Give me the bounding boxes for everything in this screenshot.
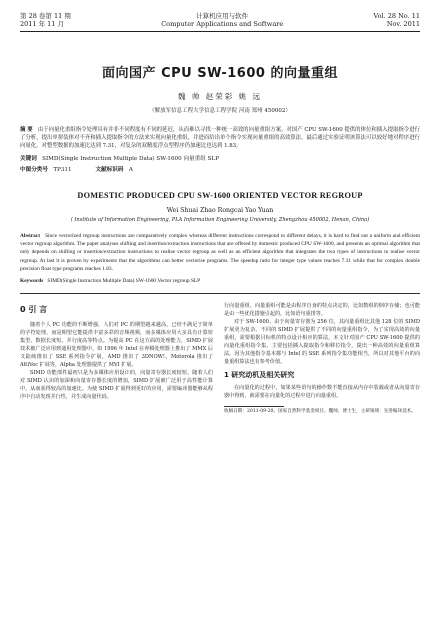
class-number-label: 中图分类号	[20, 166, 48, 173]
keywords-en	[20, 278, 420, 284]
keywords-cn-label: 关键词	[20, 155, 37, 162]
running-header	[20, 12, 420, 28]
intro-paragraph: SIMD 功能部件最初只是为多媒体应用设计的，向量寄存器长度较短。随着人们对 SIMD 认识的加深和向量寄存器长度的增加，SIMD 扩展被广泛用于高性能计算中，从而获得较高的加速比。为使 SIMD 扩展得到更好的应用，需要编译器能够从程序中自动发现并行性，并生成向量代码。	[20, 370, 213, 401]
section-1-paragraph: 在向量化的过程中，如果某些语句的操作数不能直接从内存中装载或者从向量寄存器中得到，就需要在向量化的过程中进行向量重组。	[224, 385, 420, 400]
journal-name-cn: 计算机应用与软件	[196, 12, 249, 20]
left-column	[20, 302, 213, 416]
keywords-cn	[20, 154, 420, 162]
doc-code	[96, 165, 133, 173]
paper-title-en: DOMESTIC PRODUCED CPU SW-1600 ORIENTED VECTOR REGROUP	[77, 190, 363, 200]
body-divider	[20, 293, 420, 294]
footnote-divider	[224, 406, 284, 407]
footnote: 收稿日期：2011-09-20。国家自然科学基金项目。魏帅，博士生，主研领域：先进编译技术。	[224, 409, 416, 415]
body-columns	[20, 302, 420, 416]
header-right	[374, 12, 420, 28]
keywords-cn-text: SIMD(Single Instruction Multiple Data) SW-1600 向量重组 SLP	[42, 155, 219, 162]
header-volume-en: Vol. 28 No. 11	[373, 12, 420, 20]
intro-paragraph: 随着个人 PC 功能的不断增强，人们对 PC 的期望越来越高，已经不满足于简单的字符处理，而是期望它能提供丰富多彩的音频视频，而多媒体应用大多具有计算密集型、数据长度短、并行度高等特点。为提高 PC 在这方面的处理能力，SIMD 扩展技术被广泛应用到通用处理器中。如 1996 年 Intel 在奔腾处理器上推出了 MMX 后又陆续推出了 SSE 系列指令扩展，AMD 推出了 3DNOW!、Motorola 推出了 AltiVec 扩展等，Alpha 处理器提供了 MVI 扩展。	[20, 322, 213, 369]
classification-cn	[20, 165, 420, 173]
header-left	[20, 12, 71, 28]
abstract-cn	[20, 126, 420, 151]
doc-code-label: 文献标识码	[95, 166, 124, 173]
abstract-cn-label: 摘 要	[20, 127, 33, 133]
paper-title-cn: 面向国产 CPU SW-1600 的向量重组	[102, 66, 338, 81]
right-column	[224, 302, 420, 416]
header-date-en: Nov. 2011	[386, 20, 420, 28]
abstract-en-label: Abstract	[20, 232, 41, 239]
header-date-cn: 2011 年 11 月	[20, 20, 65, 28]
right-paragraph: 对于 SW-1600，由于向量寄存器为 256 位，其向量重组比其他 128 位的 SIMD 扩展更为复杂。不同的 SIMD 扩展提供了不同的向量重组指令，为了实现高效的向量重组，需要根据目标机的特点设计相应的算法。本文针对国产 CPU SW-1600 提供的向量化重组指令集，主要包括插入提取指令和移位指令，提出一种高效的向量重组算法。因为其他指令基本都与 Intel 的 SSE 系列指令集功能相当，所以对其他平台的向量重组算法也有参考价值。	[224, 319, 420, 366]
keywords-en-label: Keywords	[20, 278, 44, 285]
header-volume-cn: 第 28 卷第 11 期	[20, 12, 71, 20]
keywords-en-text: SIMD(Single Instruction Multiple Data) SW-1600 Vector regroup SLP	[47, 278, 201, 285]
class-number-value: TP311	[53, 166, 72, 173]
abstract-cn-text: 由于向量化重组指令处理具有并非不同程度有不同的延迟，从而难以寻找一种统一高效的向量重组方案。对国产 CPU SW-1600 提供的体位和插入提取指令进行了分析，提出单拼装体对不齐和插入提取指令的方法来实现向量化重组，并进而给出单个指令实现向量重组的高效算法，最后通过实验证明该算法可以较好地对程序进行向量化，对整型数据的加速比达到 7.31，对复杂的双精度浮点型程序仍加速比也达到 1.83。	[20, 127, 420, 150]
journal-name-en: Computer Applications and Software	[161, 20, 284, 28]
authors-en: Wei Shuai Zhao Rongcai Yao Yuan	[166, 206, 274, 214]
header-divider	[20, 31, 420, 32]
class-number	[20, 165, 72, 173]
abstract-en	[20, 232, 420, 273]
abstract-en-text: Since vectorized regroup instructions are comparatively complex whereas different instructions correspond to different delays, it is hard to find out a uniform and efficient vector regroup algorithm. The paper analyses shifting and insertion/extraction instructions that are offered by domestic produced CPU SW-1600, and presents an optimal algorithm that only depends on shifting or insertion/extraction instructions to realise vector regroup as well as an efficient algorithm that integrates the two types of instructions to realise vector regroup. At last it is proven by experiments that the algorithms can better vectorise programs. The speedup ratio for integer type values reaches 7.31 while that for complex double precision float type programs reaches 1.83.	[20, 232, 420, 272]
authors-cn: 魏 帅 赵荣彩 姚 远	[177, 92, 263, 101]
affiliation-cn: （解放军信息工程大学信息工程学院 河南 郑州 450002）	[149, 108, 291, 114]
header-center	[161, 12, 283, 28]
section-1-heading: 1 研究动机及相关研究	[224, 371, 295, 380]
right-paragraph: 行向量重组。向量重组可能是由程序自身的特点决定的，比如数组的倒序存储；也可能是由一些优化措施引起的，比如语句重排等。	[224, 303, 420, 318]
doc-code-value: A	[128, 166, 133, 173]
section-intro-heading: 0 引 言	[20, 305, 48, 315]
affiliation-en: ( Institute of Information Engineering, PLA Information Engineering University, Zhengzhou 450002, Henan, China)	[70, 216, 370, 223]
